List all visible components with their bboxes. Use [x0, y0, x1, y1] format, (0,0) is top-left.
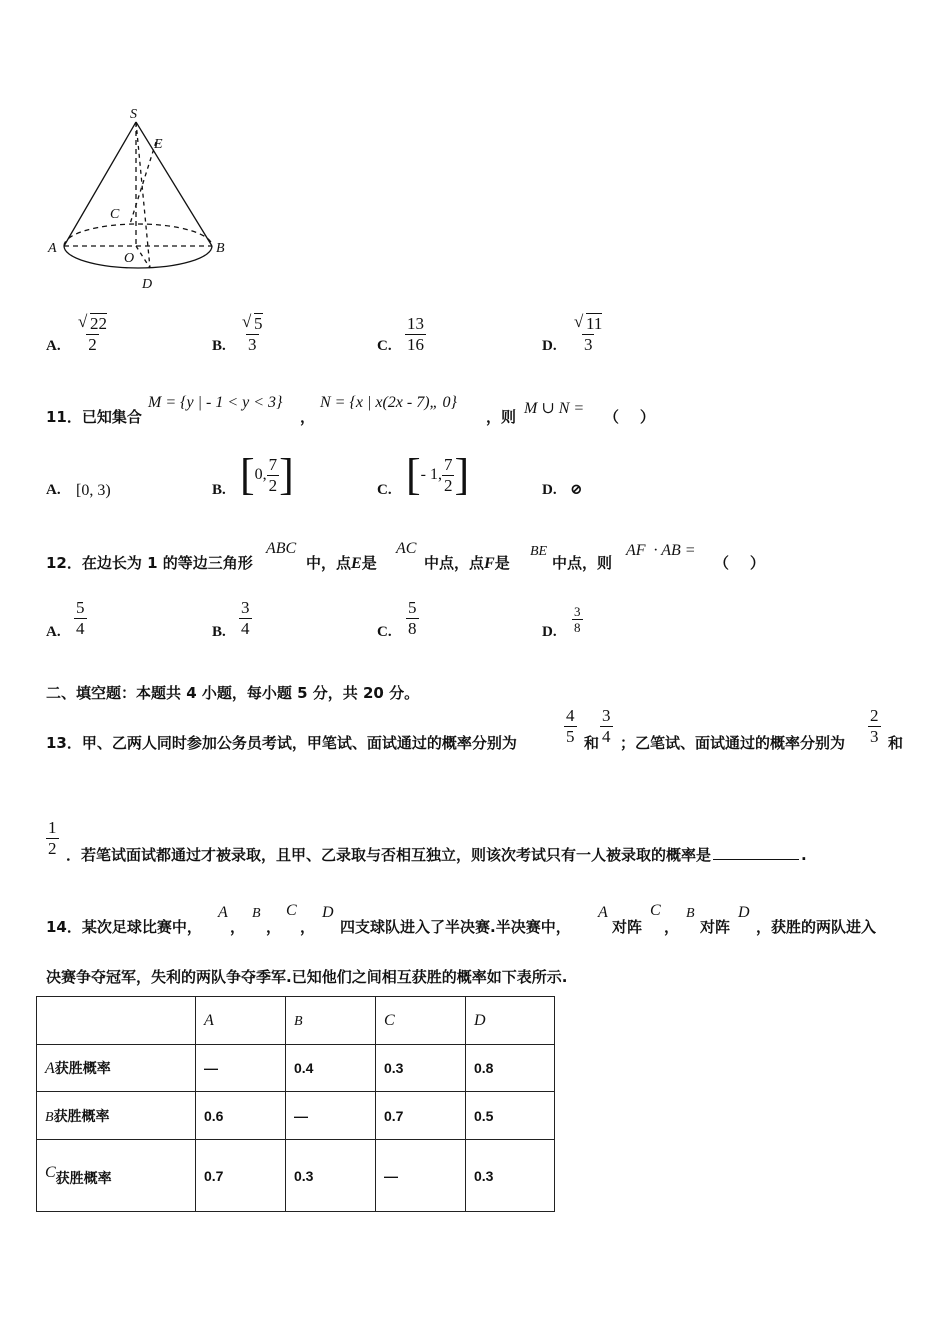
q11-option-a-value: [0, 3) [76, 482, 111, 499]
table-header-corner [37, 997, 196, 1045]
q14-t3: ，获胜的两队进入 [756, 918, 877, 936]
q12-ac: AC [396, 540, 417, 557]
q11-option-b-value: [ 0, $\frac{7}{2}$ ] [240, 450, 294, 499]
cone-label-S: S [130, 107, 137, 122]
q11-option-b-label: B. [212, 482, 226, 498]
q11-option-d-label: D. [542, 482, 557, 498]
table-cell: 0.3 [466, 1140, 555, 1212]
q10-option-a-label: A. [46, 338, 61, 354]
q13-frac-1: $\frac{4}{5}$ [566, 706, 575, 746]
cone-label-O: O [124, 251, 135, 266]
q11-option-c-label: C. [377, 482, 392, 498]
q14-match2-b: B [686, 906, 695, 921]
question-13: 13．甲、乙两人同时参加公务员考试，甲笔试、面试通过的概率分别为 [46, 734, 517, 752]
q14-vs-1: 对阵 [612, 918, 643, 936]
q13-frac-2: $\frac{3}{4}$ [602, 706, 611, 746]
q12-abc: ABC [266, 540, 297, 557]
question-11: 11．已知集合 [46, 408, 142, 426]
q10-option-c-value: $\frac{13}{16}$ [407, 314, 424, 354]
table-header-row [37, 997, 555, 1045]
q10-option-d-label: D. [542, 338, 557, 354]
table-header-d: D [466, 997, 555, 1045]
q13-and-2: 和 [888, 734, 904, 752]
table-cell: 0.3 [286, 1140, 376, 1212]
q14-match1-a: A [598, 904, 608, 921]
table-header-b: B [286, 997, 376, 1045]
q14-comma-4: ， [664, 918, 680, 936]
q12-option-c-label: C. [377, 624, 392, 640]
row-label-b: B获胜概率 [37, 1092, 196, 1140]
q13-frac-3: $\frac{2}{3}$ [870, 706, 879, 746]
table-cell: 0.3 [376, 1045, 466, 1092]
table-cell: 0.6 [196, 1092, 286, 1140]
q12-answer-paren: （ ） [714, 554, 765, 572]
row-label-c: C获胜概率 [37, 1140, 196, 1212]
table-cell: 0.4 [286, 1045, 376, 1092]
cone-figure [40, 100, 250, 300]
table-cell: — [376, 1140, 466, 1212]
q12-option-b-label: B. [212, 624, 226, 640]
table-row [37, 1092, 555, 1140]
q11-expr: M ∪ N = [524, 400, 585, 417]
q14-match1-c: C [650, 902, 661, 919]
q13-and-1: 和 [584, 734, 600, 752]
q12-option-d-label: D. [542, 624, 557, 640]
q12-expr: AF · AB = [626, 542, 696, 559]
q13-frac-4: $\frac{1}{2}$ [48, 818, 57, 858]
q12-option-c-value: $\frac{5}{8}$ [408, 598, 417, 638]
q12-option-a-label: A. [46, 624, 61, 640]
table-cell: 0.5 [466, 1092, 555, 1140]
table-header-c: C [376, 997, 466, 1045]
q14-t2: 四支球队进入了半决赛.半决赛中， [340, 918, 571, 936]
q13-t2: ；乙笔试、面试通过的概率分别为 [620, 734, 846, 752]
q14-comma-3: ， [300, 918, 316, 936]
q13-t3: ．若笔试面试都通过才被录取，且甲、乙录取与否相互独立，则该次考试只有一人被录取的概率是 . [66, 846, 807, 864]
answer-blank[interactable] [713, 859, 799, 860]
cone-label-C: C [110, 207, 120, 222]
question-12: 12．在边长为 1 的等边三角形 [46, 554, 253, 572]
table-cell: 0.8 [466, 1045, 555, 1092]
q11-set-n: N = {x | x(2x - 7)„ 0} [320, 394, 457, 411]
q14-comma-1: ， [230, 918, 246, 936]
q11-option-a-label: A. [46, 482, 61, 498]
q14-team-a: A [218, 904, 228, 921]
cone-label-E: E [154, 137, 163, 152]
q14-comma-2: ， [266, 918, 282, 936]
table-cell: 0.7 [376, 1092, 466, 1140]
win-probability-table [36, 996, 555, 1212]
q14-team-c: C [286, 902, 297, 919]
q11-sep: ， [300, 408, 316, 426]
q10-option-a-value: √ $\frac{22}{2}$ [76, 314, 109, 355]
table-row [37, 1045, 555, 1092]
q14-line2: 决赛争夺冠军，失利的两队争夺季军.已知他们之间相互获胜的概率如下表所示. [46, 968, 568, 986]
question-14: 14．某次足球比赛中， [46, 918, 202, 936]
q11-set-m: M = {y | - 1 < y < 3} [148, 394, 283, 411]
cone-label-A: A [48, 241, 57, 256]
q14-vs-2: 对阵 [700, 918, 731, 936]
section-2-heading: 二、填空题：本题共 4 小题，每小题 5 分，共 20 分。 [46, 684, 420, 702]
q10-option-b-label: B. [212, 338, 226, 354]
table-cell: — [286, 1092, 376, 1140]
q12-t2: 中，点E是 [306, 554, 377, 572]
q12-option-b-value: $\frac{3}{4}$ [241, 598, 250, 638]
q12-t6: 中点，则 [552, 554, 613, 572]
q12-t4: 中点，点F是 [424, 554, 510, 572]
q14-match2-d: D [738, 904, 750, 921]
table-cell: — [196, 1045, 286, 1092]
q10-option-c-label: C. [377, 338, 392, 354]
q12-be: BE [530, 544, 548, 559]
table-header-a: A [196, 997, 286, 1045]
table-row [37, 1140, 555, 1212]
empty-set-icon: ⊘ [570, 480, 583, 498]
q11-answer-paren: （ ） [604, 408, 655, 426]
table-cell: 0.7 [196, 1140, 286, 1212]
q14-team-b: B [252, 906, 261, 921]
row-label-a: A获胜概率 [37, 1045, 196, 1092]
cone-label-B: B [216, 241, 225, 256]
q12-option-d-value: $\frac{3}{8}$ [574, 604, 581, 635]
q11-text2: ，则 [486, 408, 517, 426]
q11-option-c-value: [ - 1, $\frac{7}{2}$ ] [406, 450, 470, 499]
q14-team-d: D [322, 904, 334, 921]
q10-option-b-value: √ $\frac{5}{3}$ [240, 314, 265, 355]
cone-label-D: D [142, 277, 153, 292]
q10-option-d-value: √ $\frac{11}{3}$ [572, 314, 604, 355]
q12-option-a-value: $\frac{5}{4}$ [76, 598, 85, 638]
